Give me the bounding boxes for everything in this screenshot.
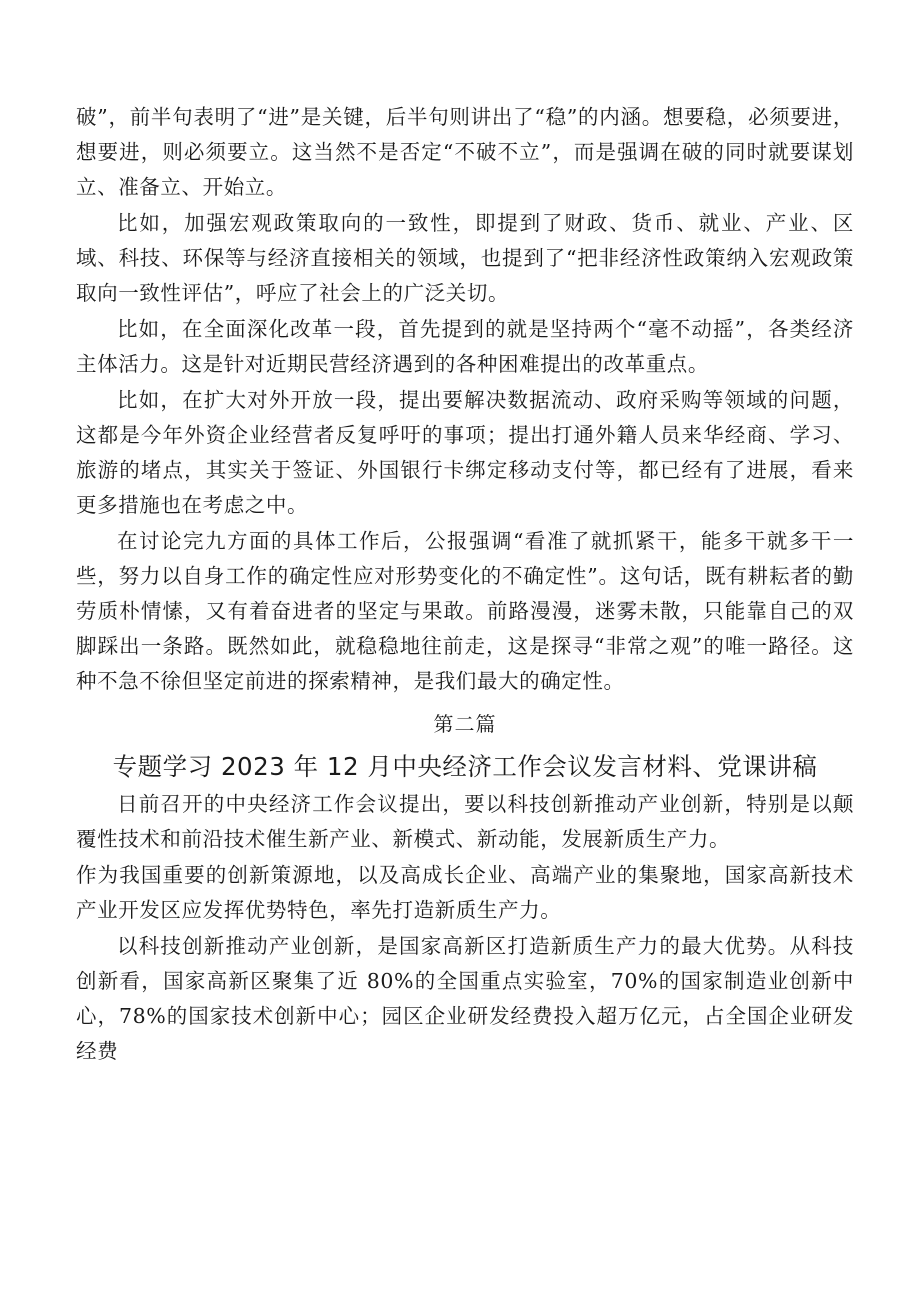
paragraph-3: 比如，在全面深化改革一段，首先提到的就是坚持两个“毫不动摇”，各类经济主体活力。这是针对近期民营经济遇到的各种困难提出的改革重点。 xyxy=(76,317,854,376)
paragraph-6: 日前召开的中央经济工作会议提出，要以科技创新推动产业创新，特别是以颠覆性技术和前沿技术催生新产业、新模式、新动能，发展新质生产力。 xyxy=(76,792,854,851)
paragraph-7: 作为我国重要的创新策源地，以及高成长企业、高端产业的集聚地，国家高新技术产业开发区应发挥优势特色，率先打造新质生产力。 xyxy=(76,863,854,922)
article-body-part1 xyxy=(76,100,854,699)
paragraph-8: 以科技创新推动产业创新，是国家高新区打造新质生产力的最大优势。从科技创新看，国家高新区聚集了近 80%的全国重点实验室，70%的国家制造业创新中心，78%的国家技术创新中心；园区企业研发经费投入超万亿元，占全国企业研发经费 xyxy=(76,934,854,1063)
document-page xyxy=(76,100,854,1070)
paragraph-2: 比如，加强宏观政策取向的一致性，即提到了财政、货币、就业、产业、区域、科技、环保等与经济直接相关的领域，也提到了“把非经济性政策纳入宏观政策取向一致性评估”，呼应了社会上的广泛关切。 xyxy=(76,211,854,305)
document-title: 专题学习 2023 年 12 月中央经济工作会议发言材料、党课讲稿 xyxy=(112,752,818,781)
article-body-part2 xyxy=(76,787,854,1069)
section-label: 第二篇 xyxy=(433,712,497,736)
paragraph-1: 破”，前半句表明了“进”是关键，后半句则讲出了“稳”的内涵。想要稳，必须要进，想要进，则必须要立。这当然不是否定“不破不立”，而是强调在破的同时就要谋划立、准备立、开始立。 xyxy=(76,105,854,199)
paragraph-5: 在讨论完九方面的具体工作后，公报强调“看准了就抓紧干，能多干就多干一些，努力以自身工作的确定性应对形势变化的不确定性”。这句话，既有耕耘者的勤劳质朴情愫，又有着奋进者的坚定与果敢。前路漫漫，迷雾未散，只能靠自己的双脚踩出一条路。既然如此，就稳稳地往前走，这是探寻“非常之观”的唯一路径。这种不急不徐但坚定前进的探索精神，是我们最大的确定性。 xyxy=(76,529,854,693)
paragraph-4: 比如，在扩大对外开放一段，提出要解决数据流动、政府采购等领域的问题，这都是今年外资企业经营者反复呼吁的事项；提出打通外籍人员来华经商、学习、旅游的堵点，其实关于签证、外国银行卡绑定移动支付等，都已经有了进展，看来更多措施也在考虑之中。 xyxy=(76,388,854,517)
